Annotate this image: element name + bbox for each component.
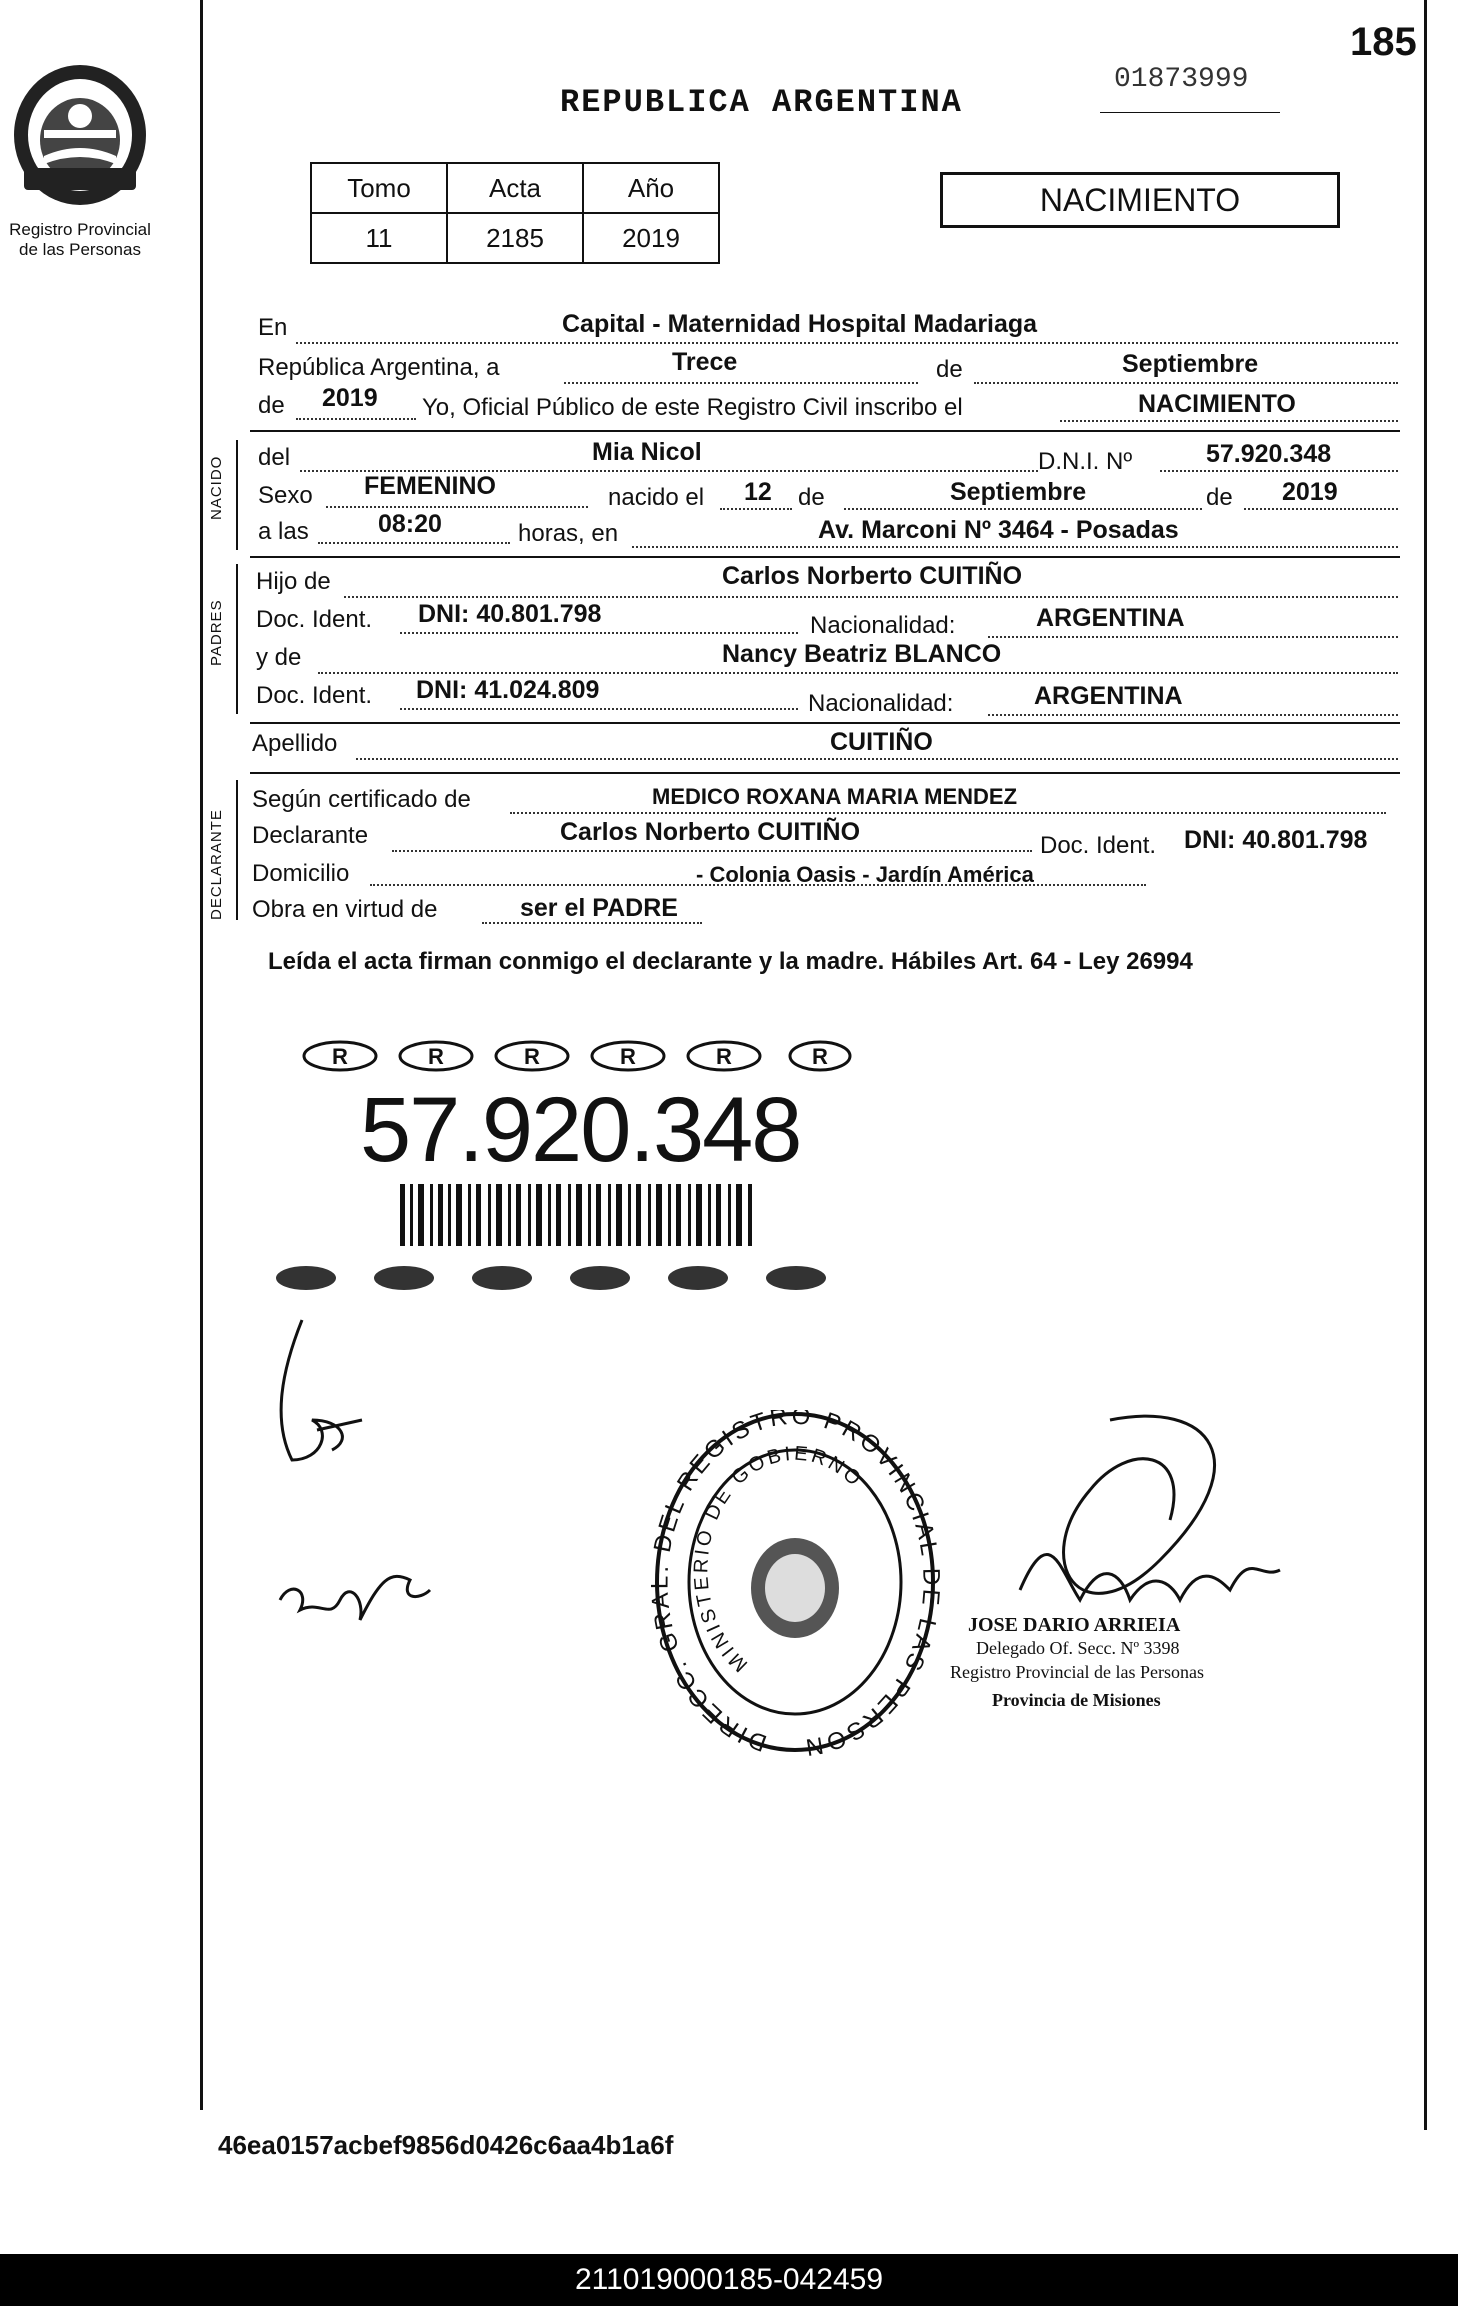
year-dots — [296, 418, 416, 420]
day-words: Trece — [672, 348, 738, 376]
place-value: Capital - Maternidad Hospital Madariaga — [562, 310, 1038, 338]
father-nationality: ARGENTINA — [1036, 604, 1185, 632]
dni-label: D.N.I. Nº — [1038, 448, 1133, 475]
barcode-icon — [400, 1184, 756, 1246]
acta-header: Acta — [447, 163, 583, 213]
time-dots — [318, 542, 510, 544]
declarante-section-label: DECLARANTE — [208, 809, 225, 920]
document-hash: 46ea0157acbef9856d0426c6aa4b1a6f — [218, 2130, 674, 2160]
hijo-label: Hijo de — [256, 568, 331, 595]
sexo-value: FEMENINO — [364, 472, 496, 500]
nacido-el-label: nacido el — [608, 484, 705, 511]
de-label-2: de — [258, 392, 285, 419]
segun-dots — [510, 812, 1386, 814]
dni-dots — [1160, 470, 1398, 472]
address-dots — [632, 546, 1398, 548]
father-doc-label: Doc. Ident. — [256, 606, 373, 633]
left-border-line — [200, 0, 203, 2110]
fingerprint-marks-icon — [270, 1250, 860, 1290]
mother-signature — [270, 1560, 440, 1640]
child-dni: 57.920.348 — [1206, 440, 1332, 468]
sticker-top-marks — [270, 1036, 860, 1076]
nacido-de-label-2: de — [1206, 484, 1233, 511]
svg-text:R: R — [332, 1044, 348, 1069]
declarante-name: Carlos Norberto CUITIÑO — [560, 818, 861, 846]
registry-value-row — [311, 213, 719, 263]
svg-text:R: R — [812, 1044, 828, 1069]
yde-label: y de — [256, 644, 302, 671]
svg-text:R: R — [428, 1044, 444, 1069]
declarante-signature — [262, 1310, 382, 1480]
horas-label: horas, en — [518, 520, 619, 547]
republica-label: República Argentina, a — [258, 354, 500, 381]
registry-header-row — [311, 163, 719, 213]
svg-text:DIRECC. GRAL. DEL REGISTRO PRO: DIRECC. GR DEL REGISTRO PROVINCIA LAS PERSON — [650, 1410, 940, 1760]
day-dots — [564, 382, 918, 384]
act-type-box: NACIMIENTO — [940, 172, 1340, 228]
child-name: Mia Nicol — [592, 438, 702, 466]
apellido-value: CUITIÑO — [830, 728, 933, 756]
officer-text: Yo, Oficial Público de este Registro Civil inscribo el — [422, 394, 963, 421]
acta-value: 2185 — [447, 213, 583, 263]
svg-text:R: R — [716, 1044, 732, 1069]
month-dots — [974, 382, 1398, 384]
declarante-bar — [236, 780, 238, 920]
section-rule-3 — [250, 722, 1400, 724]
nacido-year-dots — [1244, 508, 1398, 510]
anio-header: Año — [583, 163, 719, 213]
birth-time: 08:20 — [378, 510, 442, 538]
place-dots — [296, 342, 1398, 344]
birth-month: Septiembre — [950, 478, 1087, 506]
nacido-day-dots — [720, 508, 792, 510]
declarante-doc: DNI: 40.801.798 — [1184, 826, 1368, 854]
sexo-dots — [326, 506, 588, 508]
sticker-barcode — [400, 1184, 756, 1246]
birth-address: Av. Marconi Nº 3464 - Posadas — [818, 516, 1179, 544]
padres-section-label: PADRES — [208, 599, 225, 666]
nacido-section-label: NACIDO — [208, 455, 225, 520]
apellido-label: Apellido — [252, 730, 338, 757]
sticker-bottom-marks — [270, 1250, 860, 1290]
obra-label: Obra en virtud de — [252, 896, 438, 923]
birth-year: 2019 — [1282, 478, 1338, 506]
official-title: Delegado Of. Secc. Nº 3398 — [976, 1638, 1180, 1658]
obra-value: ser el PADRE — [520, 894, 678, 922]
segun-label: Según certificado de — [252, 786, 471, 813]
de-label-1: de — [936, 356, 963, 383]
father-name: Carlos Norberto CUITIÑO — [722, 562, 1023, 590]
closing-note: Leída el acta firman conmigo el declarante y la madre. Hábiles Art. 64 - Ley 26994 — [268, 948, 1193, 975]
registry-table — [310, 162, 720, 264]
declarante-label: Declarante — [252, 822, 369, 849]
signature-scribble-icon — [262, 1310, 382, 1480]
tomo-header: Tomo — [311, 163, 447, 213]
mother-nat-label: Nacionalidad: — [808, 690, 954, 717]
logo-caption-line1: Registro Provincial — [9, 220, 151, 239]
domicilio-label: Domicilio — [252, 860, 350, 887]
svg-text:MINISTERIO DE GOBIERNO: MINISTERIO DE GOBIERNO — [690, 1442, 867, 1677]
alas-label: a las — [258, 518, 309, 545]
father-doc: DNI: 40.801.798 — [418, 600, 602, 628]
official-name: JOSE DARIO ARRIEIA — [968, 1614, 1181, 1636]
anio-value: 2019 — [583, 213, 719, 263]
tomo-value: 11 — [311, 213, 447, 263]
nacido-bar — [236, 440, 238, 550]
coat-of-arms-icon — [4, 60, 156, 210]
father-doc-dots — [400, 632, 798, 634]
footer-code: 211019000185-042459 — [0, 2254, 1458, 2306]
apellido-dots — [356, 758, 1398, 760]
svg-text:R: R — [524, 1044, 540, 1069]
father-nat-label: Nacionalidad: — [810, 612, 956, 639]
section-rule-1 — [250, 430, 1400, 432]
en-label: En — [258, 314, 288, 341]
official-province: Provincia de Misiones — [992, 1690, 1161, 1710]
nacido-month-dots — [844, 508, 1202, 510]
logo-caption-line2: de las Personas — [19, 240, 141, 259]
serial-number: 01873999 — [1114, 64, 1249, 95]
certificado-value: MEDICO ROXANA MARIA MENDEZ — [652, 784, 1018, 809]
serial-underline — [1100, 112, 1280, 113]
page-number: 185 — [1350, 20, 1417, 64]
birth-day: 12 — [744, 478, 772, 506]
sexo-label: Sexo — [258, 482, 313, 509]
province-logo — [4, 60, 156, 210]
svg-text:R: R — [620, 1044, 636, 1069]
official-org: Registro Provincial de las Personas — [950, 1662, 1204, 1682]
signature-scribble-icon-2 — [270, 1560, 440, 1640]
sticker-dni-number: 57.920.348 — [360, 1079, 801, 1181]
declarante-doc-label: Doc. Ident. — [1040, 832, 1157, 859]
mother-doc-label: Doc. Ident. — [256, 682, 373, 709]
father-dots — [344, 596, 1398, 598]
official-seal — [650, 1410, 940, 1760]
mother-dots — [318, 672, 1398, 674]
section-rule-4 — [250, 772, 1400, 774]
right-border-line — [1424, 0, 1427, 2130]
padres-bar — [236, 564, 238, 714]
inscribes-value: NACIMIENTO — [1138, 390, 1296, 418]
mother-doc-dots — [400, 708, 798, 710]
section-rule-2 — [250, 556, 1400, 558]
inscribes-dots — [1060, 420, 1398, 422]
mother-name: Nancy Beatriz BLANCO — [722, 640, 1002, 668]
declarante-dots — [392, 850, 1032, 852]
registered-marks-icon — [270, 1036, 860, 1076]
mother-doc: DNI: 41.024.809 — [416, 676, 600, 704]
dni-sticker — [270, 1036, 860, 1296]
domicilio-value: - Colonia Oasis - Jardín América — [696, 862, 1034, 887]
nacido-de-label: de — [798, 484, 825, 511]
father-nat-dots — [988, 636, 1398, 638]
year-value: 2019 — [322, 384, 378, 412]
month-value: Septiembre — [1122, 350, 1259, 378]
mother-nat-dots — [988, 714, 1398, 716]
del-label: del — [258, 444, 291, 471]
logo-caption — [0, 220, 160, 260]
seal-stamp-icon — [650, 1410, 940, 1760]
country-title: REPUBLICA ARGENTINA — [560, 84, 963, 121]
mother-nationality: ARGENTINA — [1034, 682, 1183, 710]
